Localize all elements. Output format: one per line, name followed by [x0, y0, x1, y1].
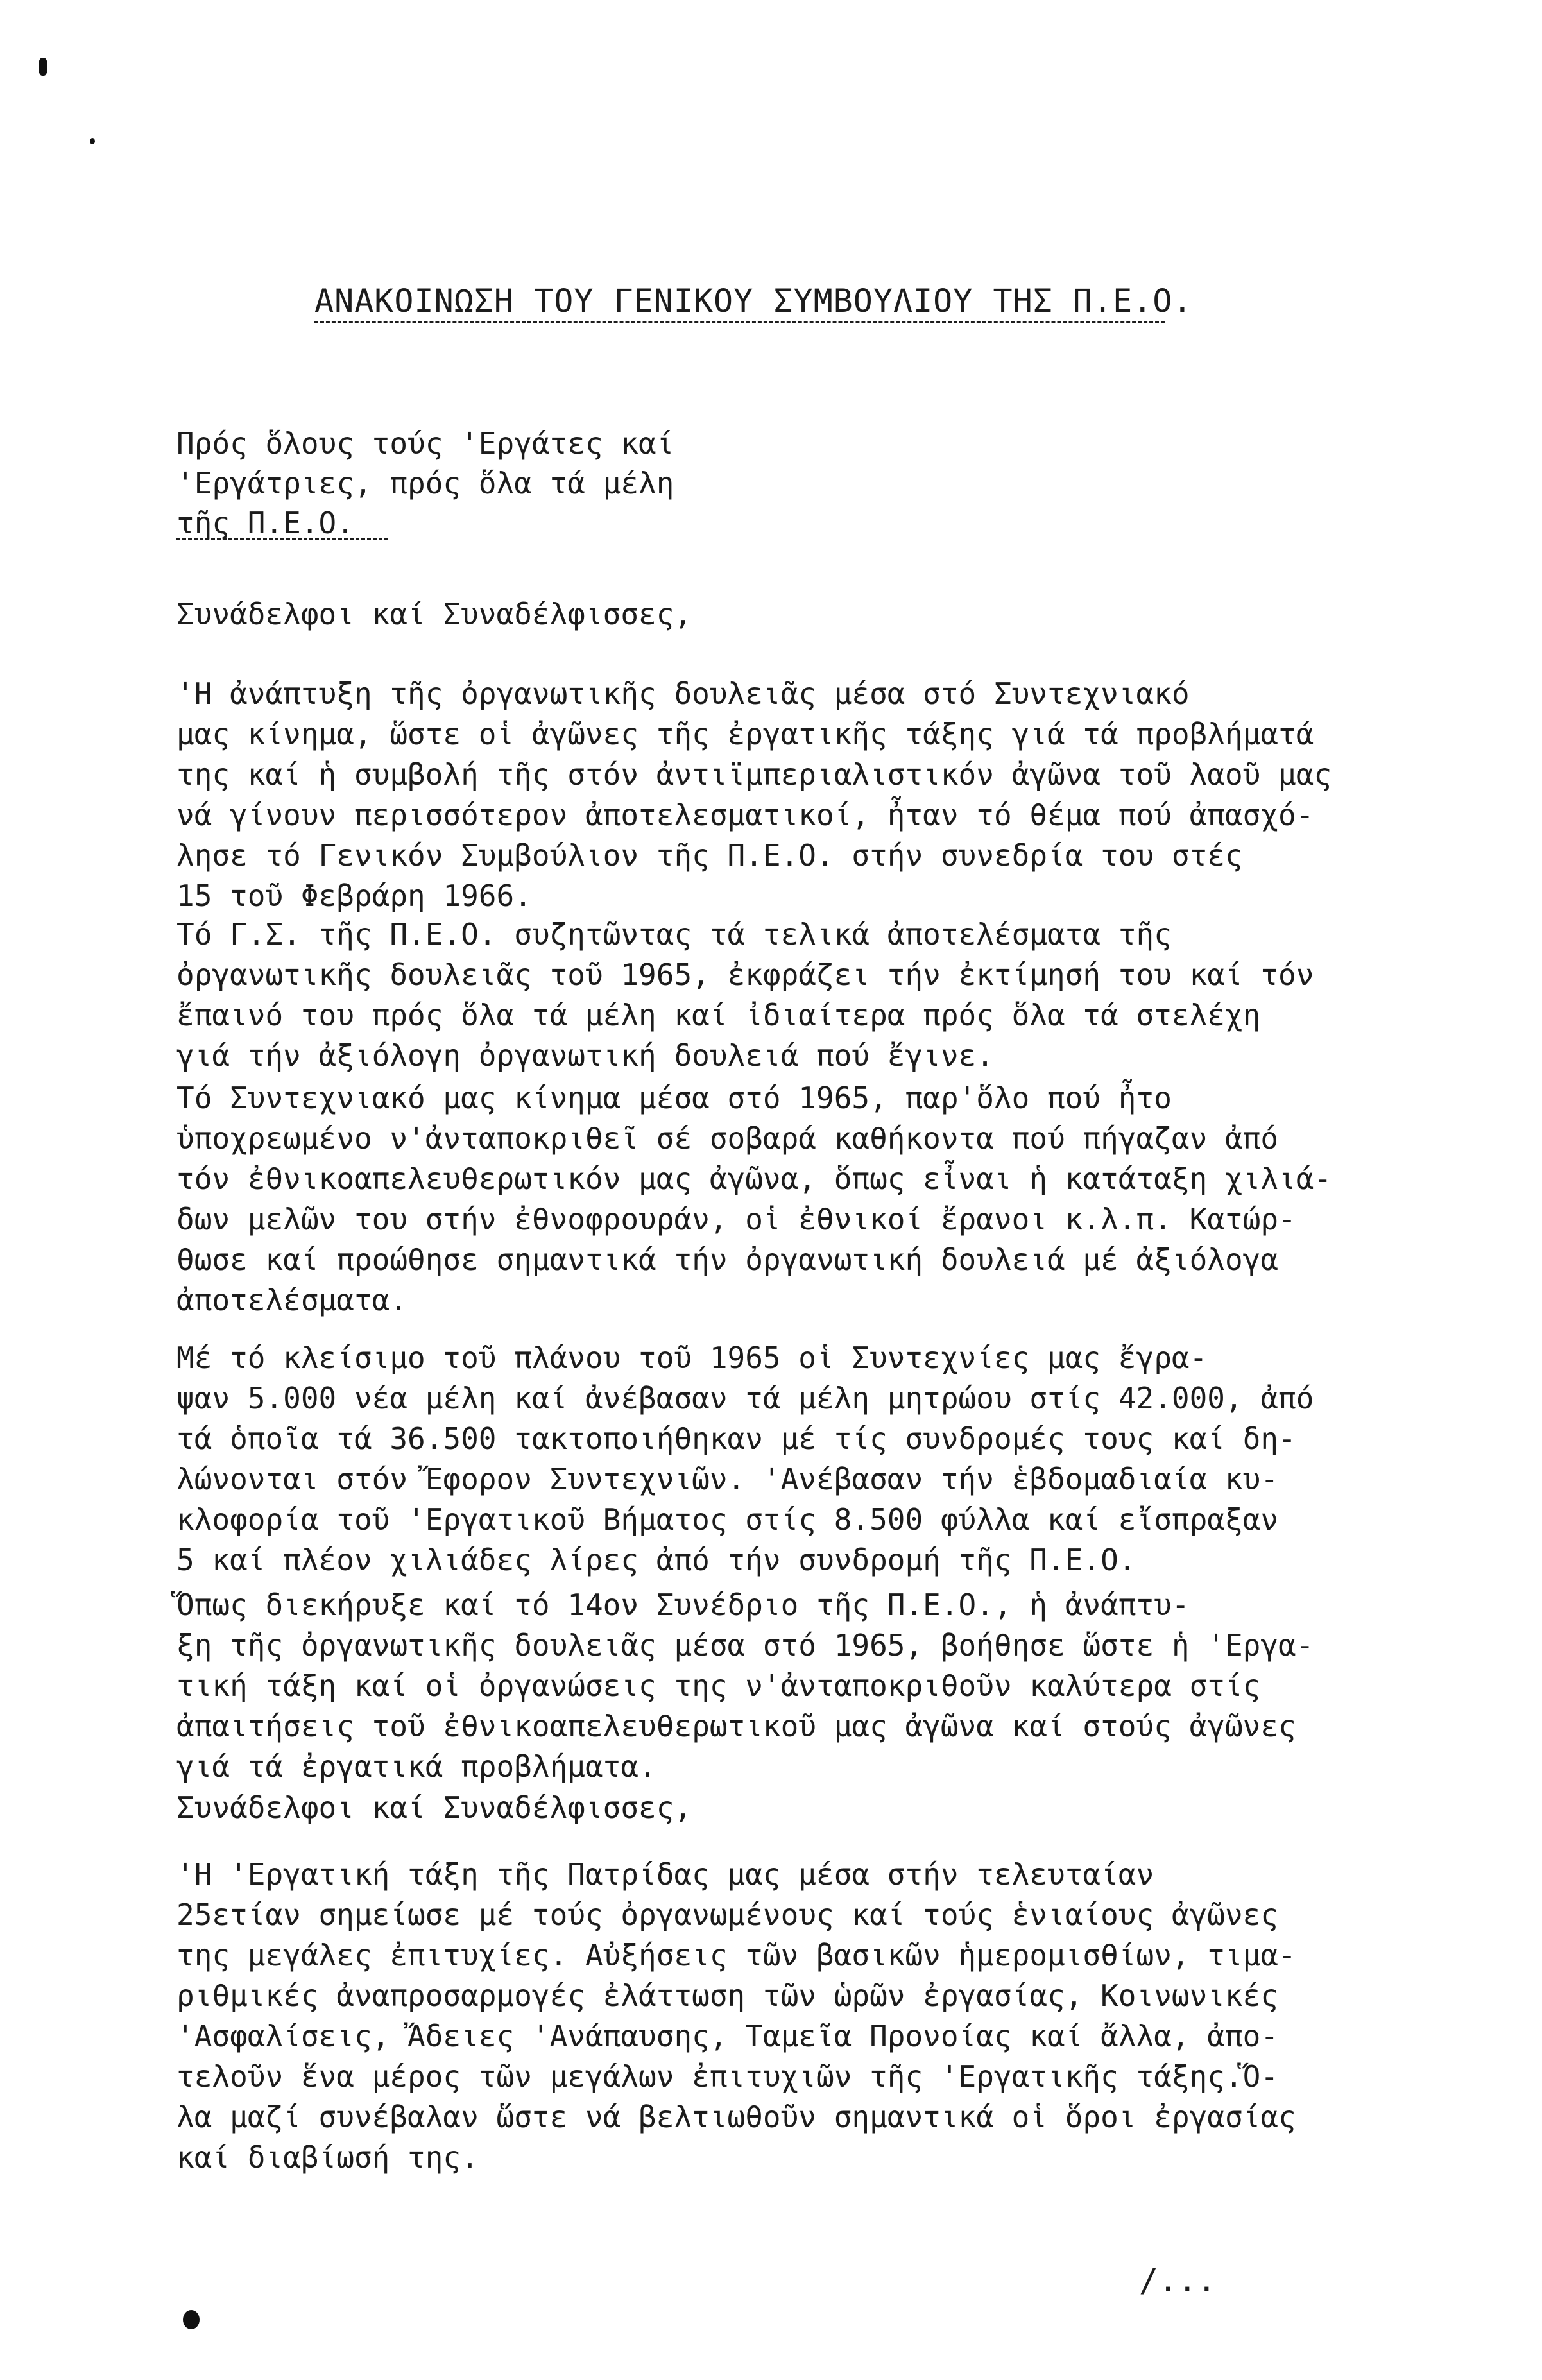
salutation: Συνάδελφοι καί Συναδέλφισσες, [176, 1790, 692, 1825]
text-line: ξη τῆς ὀργανωτικῆς δουλειᾶς μέσα στό 1965, βοήθησε ὥστε ἡ 'Εργα- [176, 1628, 1314, 1663]
text-line: ὑποχρεωμένο ν'ἀνταποκριθεῖ σέ σοβαρά καθήκοντα πού πήγαζαν ἀπό [176, 1121, 1279, 1156]
address-underline [176, 538, 388, 540]
text-line: της καί ἡ συμβολή τῆς στόν ἀντιϊμπεριαλιστικόν ἀγῶνα τοῦ λαοῦ μας [176, 757, 1332, 792]
text-line: καί διαβίωσή της. [176, 2140, 479, 2175]
text-line: θωσε καί προώθησε σημαντικά τήν ὀργανωτική δουλειά μέ ἀξιόλογα [176, 1242, 1279, 1277]
address-block [176, 424, 674, 543]
text-line: λα μαζί συνέβαλαν ὥστε νά βελτιωθοῦν σημαντικά οἱ ὅροι ἐργασίας [176, 2100, 1296, 2134]
scan-speck [39, 58, 47, 76]
text-line: της μεγάλες ἐπιτυχίες. Αὐξήσεις τῶν βασικῶν ἡμερομισθίων, τιμα- [176, 1938, 1296, 1973]
paragraph-1 [176, 674, 1441, 916]
scan-speck [183, 2310, 200, 2329]
paragraph-5 [176, 1585, 1441, 1787]
text-line: ψαν 5.000 νέα μέλη καί ἀνέβασαν τά μέλη μητρώου στίς 42.000, ἀπό [176, 1381, 1314, 1416]
text-line: λησε τό Γενικόν Συμβούλιον τῆς Π.Ε.Ο. στήν συνεδρία του στές [176, 838, 1243, 873]
scan-speck [90, 138, 95, 144]
text-line: 'Η ἀνάπτυξη τῆς ὀργανωτικῆς δουλειᾶς μέσα στό Συντεχνιακό [176, 676, 1190, 711]
text-line: δων μελῶν του στήν ἐθνοφρουράν, οἱ ἐθνικοί ἔρανοι κ.λ.π. Κατώρ- [176, 1202, 1296, 1237]
address-line: τῆς Π.Ε.Ο. [176, 506, 354, 540]
text-line: νά γίνουν περισσότερον ἀποτελεσματικοί, ἦταν τό θέμα πού ἀπασχό- [176, 798, 1314, 832]
text-line: τόν ἐθνικοαπελευθερωτικόν μας ἀγῶνα, ὅπως εἶναι ἡ κατάταξη χιλιά- [176, 1161, 1332, 1196]
text-line: τική τάξη καί οἱ ὀργανώσεις της ν'ἀνταποκριθοῦν καλύτερα στίς [176, 1668, 1261, 1703]
text-line: τελοῦν ἕνα μέρος τῶν μεγάλων ἐπιτυχιῶν τῆς 'Εργατικῆς τάξης.Ὅ- [176, 2059, 1279, 2094]
paragraph-3 [176, 1078, 1441, 1321]
text-line: ριθμικές ἀναπροσαρμογές ἐλάττωση τῶν ὡρῶν ἐργασίας, Κοινωνικές [176, 1978, 1279, 2013]
text-line: Τό Συντεχνιακό μας κίνημα μέσα στό 1965, παρ'ὅλο πού ἦτο [176, 1081, 1172, 1115]
text-line: γιά τήν ἀξιόλογη ὀργανωτική δουλειά πού ἔγινε. [176, 1038, 994, 1073]
text-line: ὀργανωτικῆς δουλειᾶς τοῦ 1965, ἐκφράζει τήν ἐκτίμησή του καί τόν [176, 957, 1314, 992]
text-line: 'Η 'Εργατική τάξη τῆς Πατρίδας μας μέσα στήν τελευταίαν [176, 1857, 1154, 1892]
text-line: 'Ασφαλίσεις, Ἄδειες 'Ανάπαυσης, Ταμεῖα Προνοίας καί ἄλλα, ἀπο- [176, 2019, 1279, 2053]
text-line: κλοφορία τοῦ 'Εργατικοῦ Βήματος στίς 8.500 φύλλα καί εἴσπραξαν [176, 1502, 1279, 1537]
continuation-mark: /... [1139, 2262, 1217, 2299]
text-line: μας κίνημα, ὥστε οἱ ἀγῶνες τῆς ἐργατικῆς τάξης γιά τά προβλήματά [176, 717, 1314, 751]
text-line: Μέ τό κλείσιμο τοῦ πλάνου τοῦ 1965 οἱ Συντεχνίες μας ἔγρα- [176, 1340, 1208, 1375]
salutation: Συνάδελφοι καί Συναδέλφισσες, [176, 597, 692, 631]
address-line: Πρός ὅλους τούς 'Εργάτες καί [176, 426, 674, 461]
text-line: γιά τά ἐργατικά προβλήματα. [176, 1749, 656, 1784]
text-line: ἀπαιτήσεις τοῦ ἐθνικοαπελευθερωτικοῦ μας ἀγῶνα καί στούς ἀγῶνες [176, 1709, 1296, 1743]
text-line: ἀποτελέσματα. [176, 1283, 408, 1317]
text-line: 15 τοῦ Φεβράρη 1966. [176, 878, 532, 913]
text-line: ἔπαινό του πρός ὅλα τά μέλη καί ἰδιαίτερα πρός ὅλα τά στελέχη [176, 998, 1261, 1032]
address-line: 'Εργάτριες, πρός ὅλα τά μέλη [176, 466, 674, 501]
text-line: τά ὁποῖα τά 36.500 τακτοποιήθηκαν μέ τίς συνδρομές τους καί δη- [176, 1421, 1296, 1456]
title-underline [314, 321, 1165, 323]
paragraph-4 [176, 1338, 1441, 1580]
document-title: ΑΝΑΚΟΙΝΩΣΗ ΤΟΥ ΓΕΝΙΚΟΥ ΣΥΜΒΟΥΛΙΟΥ ΤΗΣ Π.Ε.Ο. [314, 282, 1193, 320]
text-line: λώνονται στόν Ἔφορον Συντεχνιῶν. 'Ανέβασαν τήν ἑβδομαδιαία κυ- [176, 1462, 1279, 1496]
text-line: Τό Γ.Σ. τῆς Π.Ε.Ο. συζητῶντας τά τελικά ἀποτελέσματα τῆς [176, 917, 1172, 952]
text-line: 25ετίαν σημείωσε μέ τούς ὀργανωμένους καί τούς ἑνιαίους ἀγῶνες [176, 1897, 1279, 1932]
text-line: 5 καί πλέον χιλιάδες λίρες ἀπό τήν συνδρομή τῆς Π.Ε.Ο. [176, 1543, 1136, 1577]
paragraph-6 [176, 1854, 1441, 2178]
text-line: Ὅπως διεκήρυξε καί τό 14ον Συνέδριο τῆς Π.Ε.Ο., ἡ ἀνάπτυ- [176, 1588, 1190, 1622]
paragraph-2 [176, 914, 1441, 1076]
